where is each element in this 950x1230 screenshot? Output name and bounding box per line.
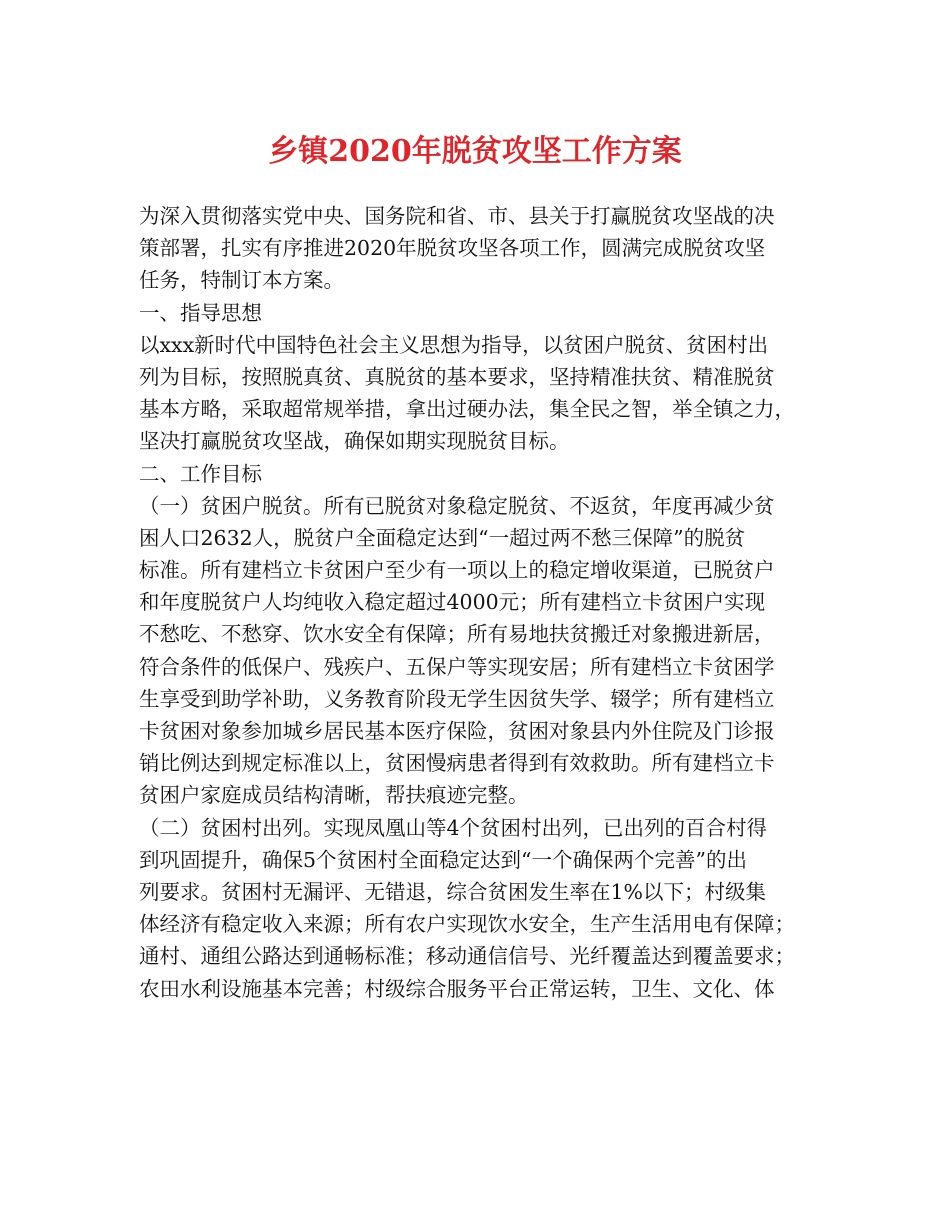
body-text-line: 销比例达到规定标准以上，贫困慢病患者得到有效救助。所有建档立卡 [139, 751, 775, 776]
body-text-line: （二）贫困村出列。实现凤凰山等4个贫困村出列，已出列的百合村得 [139, 815, 768, 840]
body-text-line: 贫困户家庭成员结构清晰，帮扶痕迹完整。 [139, 783, 529, 808]
body-text-line: 体经济有稳定收入来源；所有农户实现饮水安全，生产生活用电有保障； [139, 912, 795, 937]
body-text-line: 列要求。贫困村无漏评、无错退，综合贫困发生率在1%以下；村级集 [139, 879, 767, 904]
body-text-line: 标准。所有建档立卡贫困户至少有一项以上的稳定增收渠道，已脱贫户 [139, 558, 775, 583]
body-text-line: 二、工作目标 [139, 461, 262, 486]
body-text-line: （一）贫困户脱贫。所有已脱贫对象稳定脱贫、不返贫，年度再减少贫 [139, 493, 775, 518]
body-text-line: 困人口2632人，脱贫户全面稳定达到“一超过两不愁三保障”的脱贫 [139, 525, 746, 550]
body-text-line: 农田水利设施基本完善；村级综合服务平台正常运转，卫生、文化、体 [139, 976, 775, 1001]
body-text-line: 到巩固提升，确保5个贫困村全面稳定达到“一个确保两个完善”的出 [139, 847, 748, 872]
body-text-line: 生享受到助学补助，义务教育阶段无学生因贫失学、辍学；所有建档立 [139, 686, 775, 711]
body-text-line: 和年度脱贫户人均纯收入稳定超过4000元；所有建档立卡贫困户实现 [139, 590, 766, 615]
body-text-line: 卡贫困对象参加城乡居民基本医疗保险，贫困对象县内外住院及门诊报 [139, 719, 775, 743]
body-text-line: 坚决打赢脱贫攻坚战，确保如期实现脱贫目标。 [139, 429, 570, 454]
body-text-line: 策部署，扎实有序推进2020年脱贫攻坚各项工作，圆满完成脱贫攻坚 [139, 236, 766, 261]
body-text-line: 任务，特制订本方案。 [139, 268, 344, 293]
body-text-line: 为深入贯彻落实党中央、国务院和省、市、县关于打赢脱贫攻坚战的决 [139, 204, 775, 228]
body-text-line: 以xxx新时代中国特色社会主义思想为指导，以贫困户脱贫、贫困村出 [139, 332, 769, 357]
document-title: 乡镇2020年脱贫攻坚工作方案 [268, 134, 682, 169]
body-text-line: 不愁吃、不愁穿、饮水安全有保障；所有易地扶贫搬迁对象搬进新居， [139, 622, 775, 647]
body-text-line: 符合条件的低保户、残疾户、五保户等实现安居；所有建档立卡贫困学 [139, 654, 775, 679]
body-text-line: 基本方略，采取超常规举措，拿出过硬办法，集全民之智，举全镇之力， [139, 397, 795, 422]
document-body [139, 200, 829, 1005]
body-text-line: 一、指导思想 [139, 300, 262, 325]
body-text-line: 通村、通组公路达到通畅标准；移动通信信号、光纤覆盖达到覆盖要求； [139, 944, 795, 969]
body-text-line: 列为目标，按照脱真贫、真脱贫的基本要求，坚持精准扶贫、精准脱贫 [139, 364, 775, 389]
